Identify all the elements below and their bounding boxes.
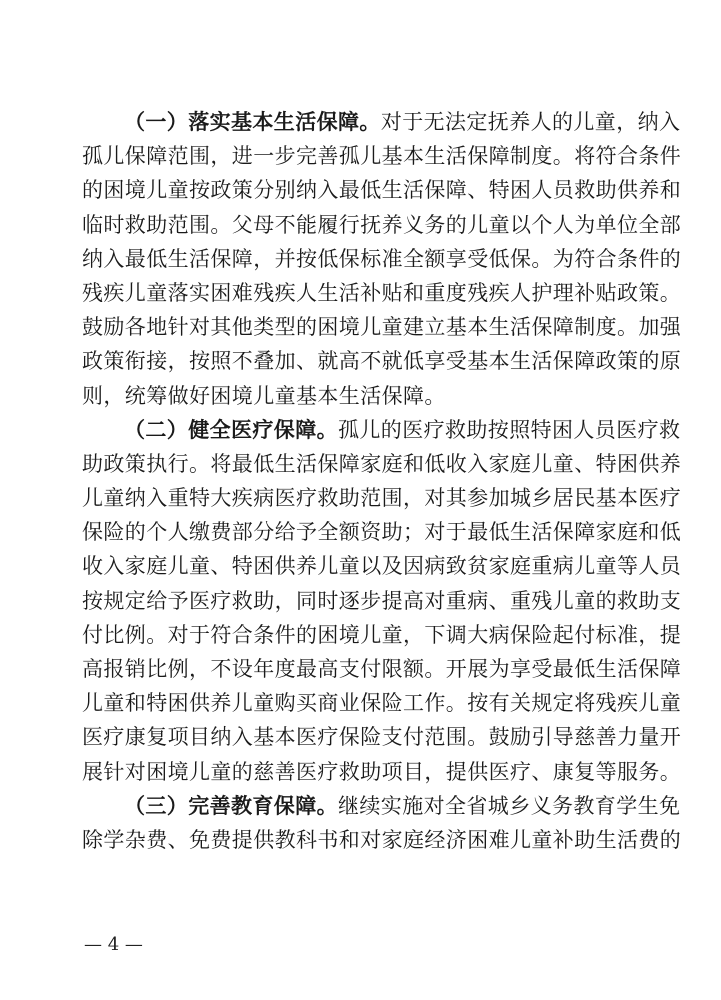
paragraph-line: 医疗康复项目纳入基本医疗保险支付范围。鼓励引导慈善力量开 xyxy=(82,725,682,750)
paragraph-line: 鼓励各地针对其他类型的困境儿童建立基本生活保障制度。加强 xyxy=(82,315,682,340)
paragraph-line: 高报销比例，不设年度最高支付限额。开展为享受最低生活保障 xyxy=(82,657,682,681)
paragraph-line: 政策衔接，按照不叠加、就高不就低享受基本生活保障政策的原 xyxy=(82,349,682,374)
paragraph-line: 保险的个人缴费部分给予全额资助；对于最低生活保障家庭和低 xyxy=(82,520,682,545)
paragraph-line: 儿童和特困供养儿童购买商业保险工作。按有关规定将残疾儿童 xyxy=(82,691,682,716)
section-heading: （三）完善教育保障。 xyxy=(124,792,338,818)
paragraph-line: 收入家庭儿童、特困供养儿童以及因病致贫家庭重病儿童等人员 xyxy=(82,554,682,579)
page-number: — 4 — xyxy=(84,934,143,955)
section-heading: （一）落实基本生活保障。 xyxy=(124,109,381,134)
paragraph-line: 助政策执行。将最低生活保障家庭和低收入家庭儿童、特困供养 xyxy=(82,451,682,476)
paragraph-line: 残疾儿童落实困难残疾人生活补贴和重度残疾人护理补贴政策。 xyxy=(82,280,682,305)
paragraph-line: 除学杂费、免费提供教科书和对家庭经济困难儿童补助生活费的 xyxy=(82,827,682,852)
paragraph-line: （二）健全医疗保障。孤儿的医疗救助按照特困人员医疗救 xyxy=(124,416,681,442)
paragraph-line: 则，统筹做好困境儿童基本生活保障。 xyxy=(82,383,446,408)
paragraph-line: 临时救助范围。父母不能履行抚养义务的儿童以个人为单位全部 xyxy=(82,212,682,237)
document-body xyxy=(82,105,682,857)
paragraph-line: （三）完善教育保障。继续实施对全省城乡义务教育学生免 xyxy=(124,792,681,818)
paragraph-line: 纳入最低生活保障，并按低保标准全额享受低保。为符合条件的 xyxy=(82,246,682,271)
paragraph-line: 展针对困境儿童的慈善医疗救助项目，提供医疗、康复等服务。 xyxy=(82,759,682,784)
paragraph-line: 付比例。对于符合条件的困境儿童，下调大病保险起付标准，提 xyxy=(82,622,682,647)
paragraph-education xyxy=(82,789,682,857)
paragraph-line: 按规定给予医疗救助，同时逐步提高对重病、重残儿童的救助支 xyxy=(82,588,682,613)
paragraph-line: 的困境儿童按政策分别纳入最低生活保障、特困人员救助供养和 xyxy=(82,178,682,203)
paragraph-medical xyxy=(82,413,682,789)
paragraph-line: （一）落实基本生活保障。对于无法定抚养人的儿童，纳入 xyxy=(124,109,681,134)
paragraph-line: 儿童纳入重特大疾病医疗救助范围，对其参加城乡居民基本医疗 xyxy=(82,486,682,511)
paragraph-line: 孤儿保障范围，进一步完善孤儿基本生活保障制度。将符合条件 xyxy=(82,144,682,169)
paragraph-basic-living xyxy=(82,105,682,413)
section-heading: （二）健全医疗保障。 xyxy=(124,416,338,442)
